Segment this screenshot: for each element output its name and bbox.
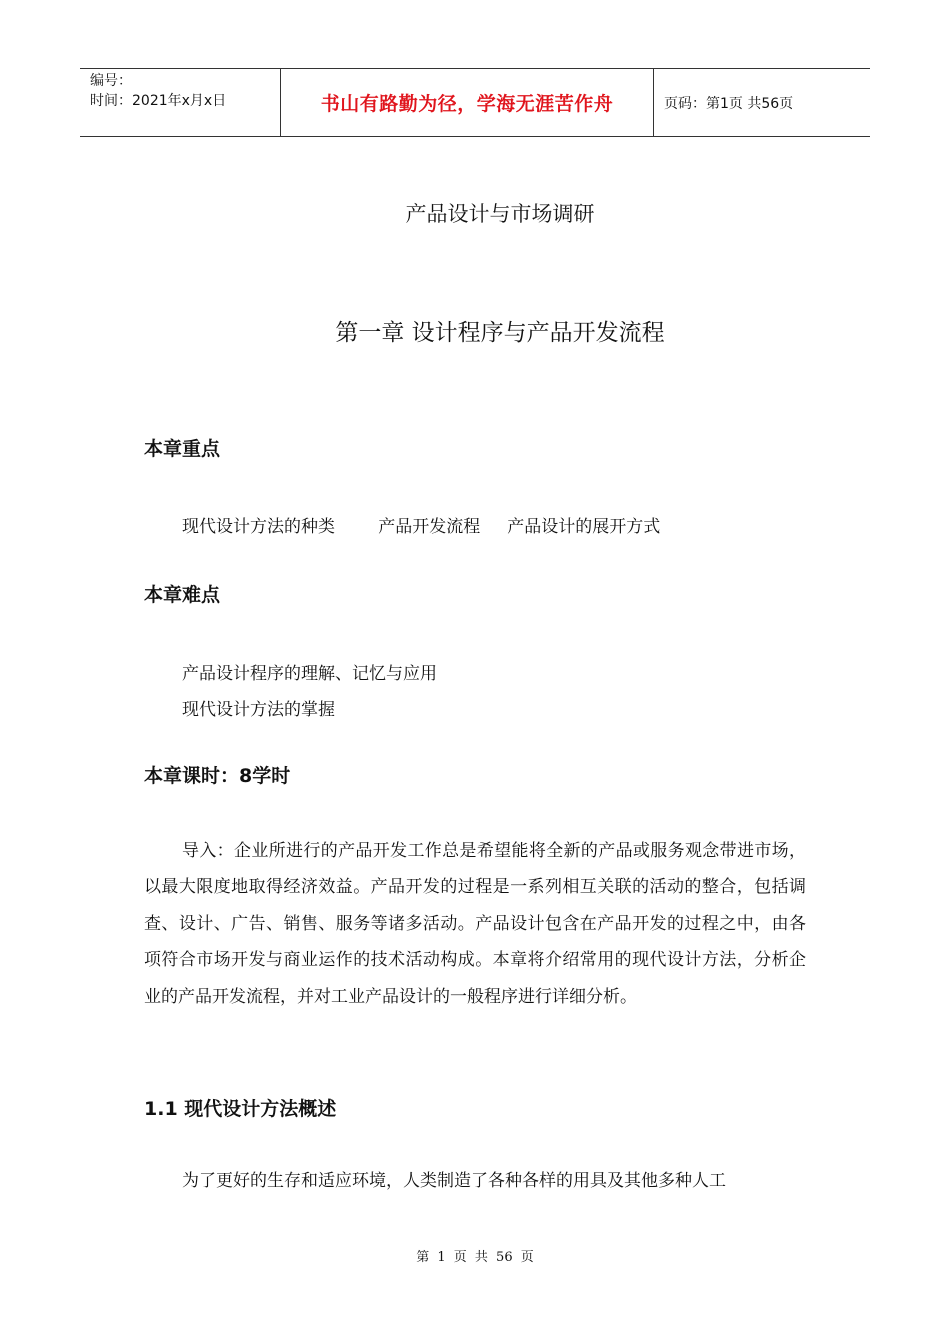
- section-1-1-heading: 1.1 现代设计方法概述: [144, 1098, 337, 1120]
- header-divider: [653, 69, 654, 136]
- hours-heading: 本章课时：8学时: [144, 765, 291, 787]
- number-label: 编号：: [90, 73, 132, 89]
- difficulty-item: 现代设计方法的掌握: [182, 700, 335, 720]
- difficulties-list: [182, 656, 437, 728]
- difficulties-heading: 本章难点: [144, 584, 221, 606]
- chapter-title: 第一章 设计程序与产品开发流程: [335, 320, 665, 346]
- intro-paragraph: 导入：企业所进行的产品开发工作总是希望能将全新的产品或服务观念带进市场，以最大限度地取得经济效益。产品开发的过程是一系列相互关联的活动的整合，包括调查、设计、广告、销售、服务等诸多活动。产品设计包含在产品开发的过程之中，由各项符合市场开发与商业运作的技术活动构成。本章将介绍常用的现代设计方法，分析企业的产品开发流程，并对工业产品设计的一般程序进行详细分析。: [144, 841, 806, 1007]
- header-meta: [90, 71, 226, 111]
- header-table: [80, 68, 870, 137]
- page-footer: 第 1 页 共 56 页: [416, 1250, 534, 1265]
- header-page-info: 页码：第1页 共56页: [664, 95, 794, 112]
- difficulty-item: 产品设计程序的理解、记忆与应用: [182, 664, 437, 684]
- date-label: 时间：2021年x月x日: [90, 93, 227, 109]
- key-points-heading: 本章重点: [144, 438, 221, 460]
- document-title: 产品设计与市场调研: [405, 202, 595, 226]
- key-points-items: 现代设计方法的种类 产品开发流程 产品设计的展开方式: [182, 517, 661, 537]
- header-motto: 书山有路勤为径，学海无涯苦作舟: [320, 93, 614, 115]
- section-1-1-paragraph: 为了更好的生存和适应环境，人类制造了各种各样的用具及其他多种人工: [182, 1171, 726, 1191]
